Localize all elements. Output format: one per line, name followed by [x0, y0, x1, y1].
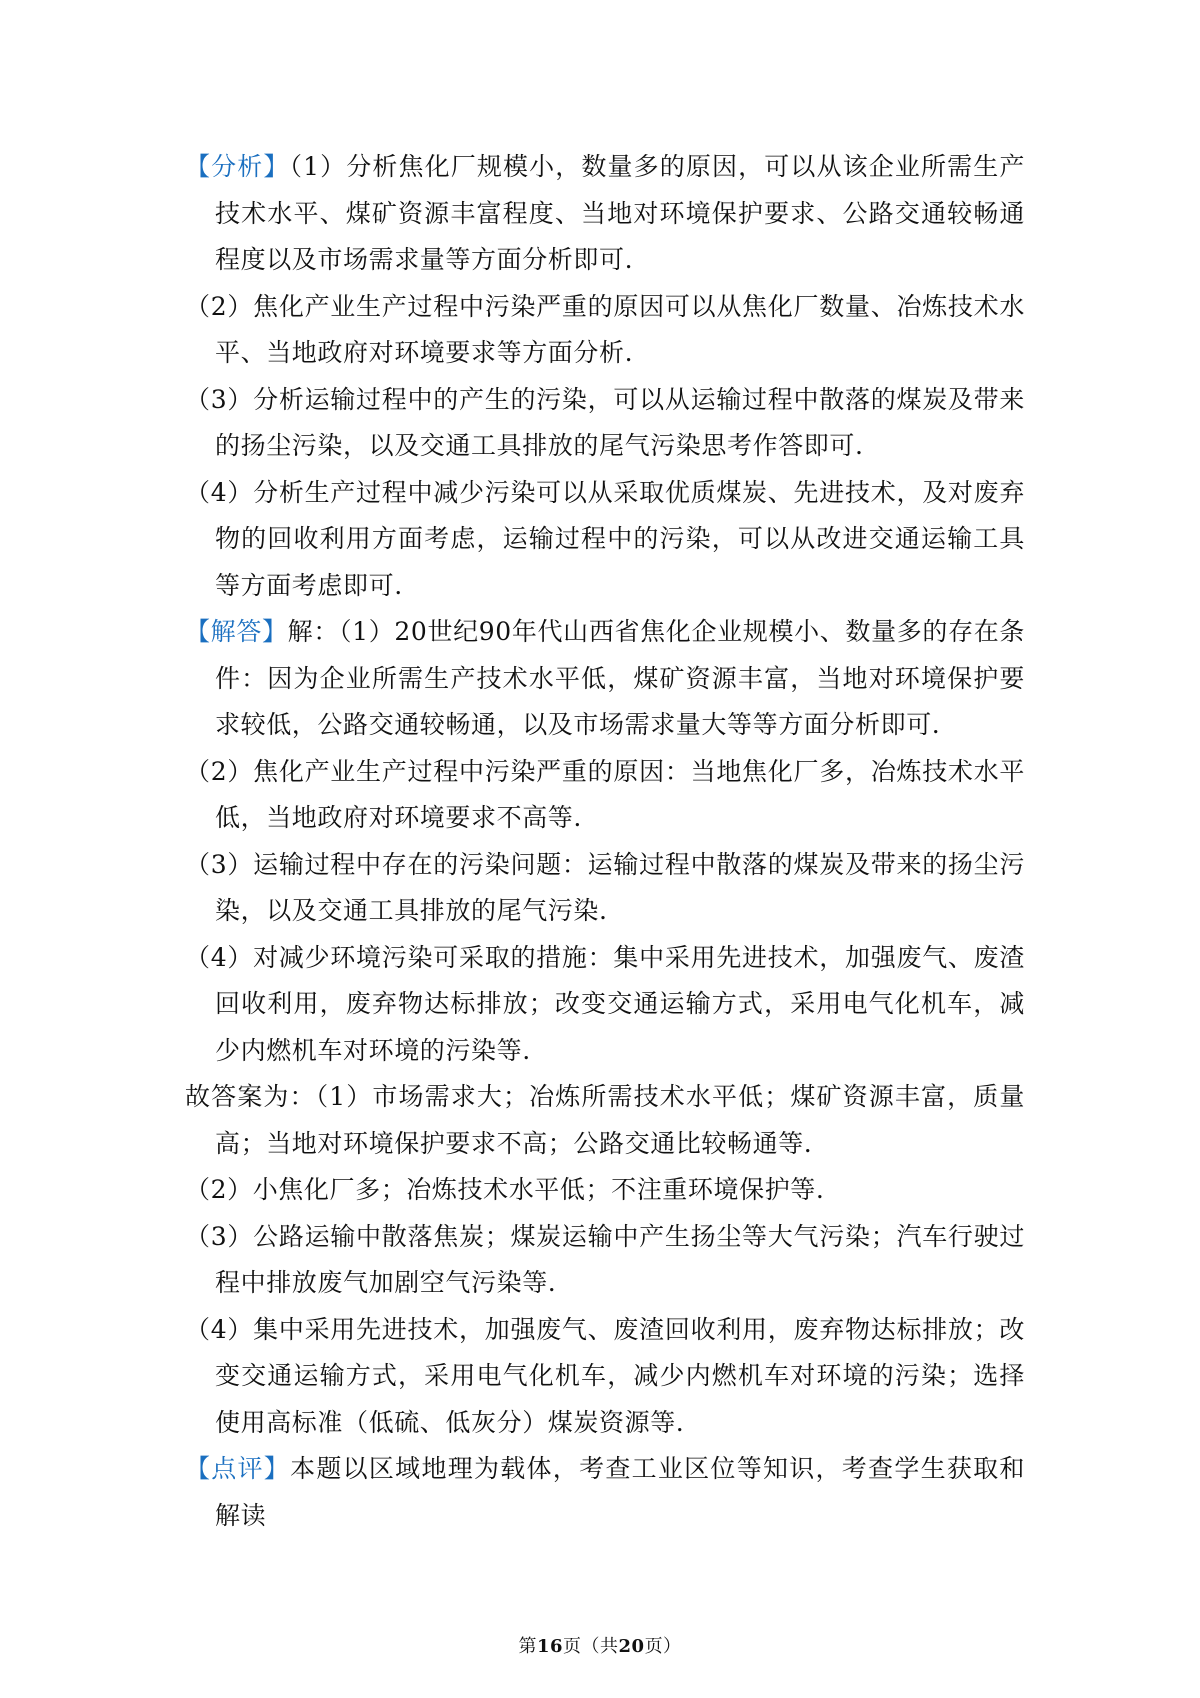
solution-tag: 【解答】 [185, 617, 288, 646]
analysis-paragraph-4: （4）分析生产过程中减少污染可以从采取优质煤炭、先进技术，及对废弃物的回收利用方面考虑，运输过程中的污染，可以从改进交通运输工具等方面考虑即可. [185, 477, 1025, 600]
page-footer [0, 1632, 1200, 1658]
comment-tag: 【点评】 [185, 1454, 291, 1483]
answer-paragraph-3: （3）公路运输中散落焦炭；煤炭运输中产生扬尘等大气污染；汽车行驶过程中排放废气加剧空气污染等. [185, 1221, 1025, 1297]
footer-middle: 页（共 [563, 1636, 619, 1657]
analysis-paragraph-2: （2）焦化产业生产过程中污染严重的原因可以从焦化厂数量、冶炼技术水平、当地政府对环境要求等方面分析. [185, 291, 1025, 367]
footer-prefix: 第 [518, 1636, 537, 1657]
comment-paragraph [185, 1446, 1025, 1539]
answer-paragraph-4: （4）集中采用先进技术，加强废气、废渣回收利用，废弃物达标排放；改变交通运输方式，采用电气化机车，减少内燃机车对环境的污染；选择使用高标准（低硫、低灰分）煤炭资源等. [185, 1314, 1025, 1437]
page-content [185, 144, 1025, 1539]
solution-text-1: 解：（1）20世纪90年代山西省焦化企业规模小、数量多的存在条件：因为企业所需生产技术水平低，煤矿资源丰富，当地对环境保护要求较低，公路交通较畅通，以及市场需求量大等等方面分析即可. [215, 617, 1025, 739]
solution-paragraph-2: （2）焦化产业生产过程中污染严重的原因：当地焦化厂多，冶炼技术水平低，当地政府对环境要求不高等. [185, 756, 1025, 832]
answer-paragraph-1: 故答案为：（1）市场需求大；冶炼所需技术水平低；煤矿资源丰富，质量高；当地对环境保护要求不高；公路交通比较畅通等. [185, 1082, 1025, 1158]
footer-total-pages: 20 [618, 1636, 645, 1657]
solution-paragraph-1 [185, 609, 1025, 749]
solution-paragraph-4: （4）对减少环境污染可采取的措施：集中采用先进技术，加强废气、废渣回收利用，废弃物达标排放；改变交通运输方式，采用电气化机车，减少内燃机车对环境的污染等. [185, 942, 1025, 1065]
analysis-tag: 【分析】 [185, 152, 290, 181]
comment-text: 本题以区域地理为载体，考查工业区位等知识，考查学生获取和解读 [215, 1454, 1025, 1530]
analysis-paragraph-3: （3）分析运输过程中的产生的污染，可以从运输过程中散落的煤炭及带来的扬尘污染，以及交通工具排放的尾气污染思考作答即可. [185, 384, 1025, 460]
analysis-paragraph-1 [185, 144, 1025, 284]
solution-paragraph-3: （3）运输过程中存在的污染问题：运输过程中散落的煤炭及带来的扬尘污染，以及交通工具排放的尾气污染. [185, 849, 1025, 925]
footer-page-number: 16 [536, 1636, 563, 1657]
footer-suffix: 页） [644, 1636, 682, 1657]
analysis-text-1: （1）分析焦化厂规模小，数量多的原因，可以从该企业所需生产技术水平、煤矿资源丰富程度、当地对环境保护要求、公路交通较畅通程度以及市场需求量等方面分析即可. [215, 152, 1025, 274]
answer-paragraph-2: （2）小焦化厂多；冶炼技术水平低；不注重环境保护等. [185, 1175, 825, 1204]
